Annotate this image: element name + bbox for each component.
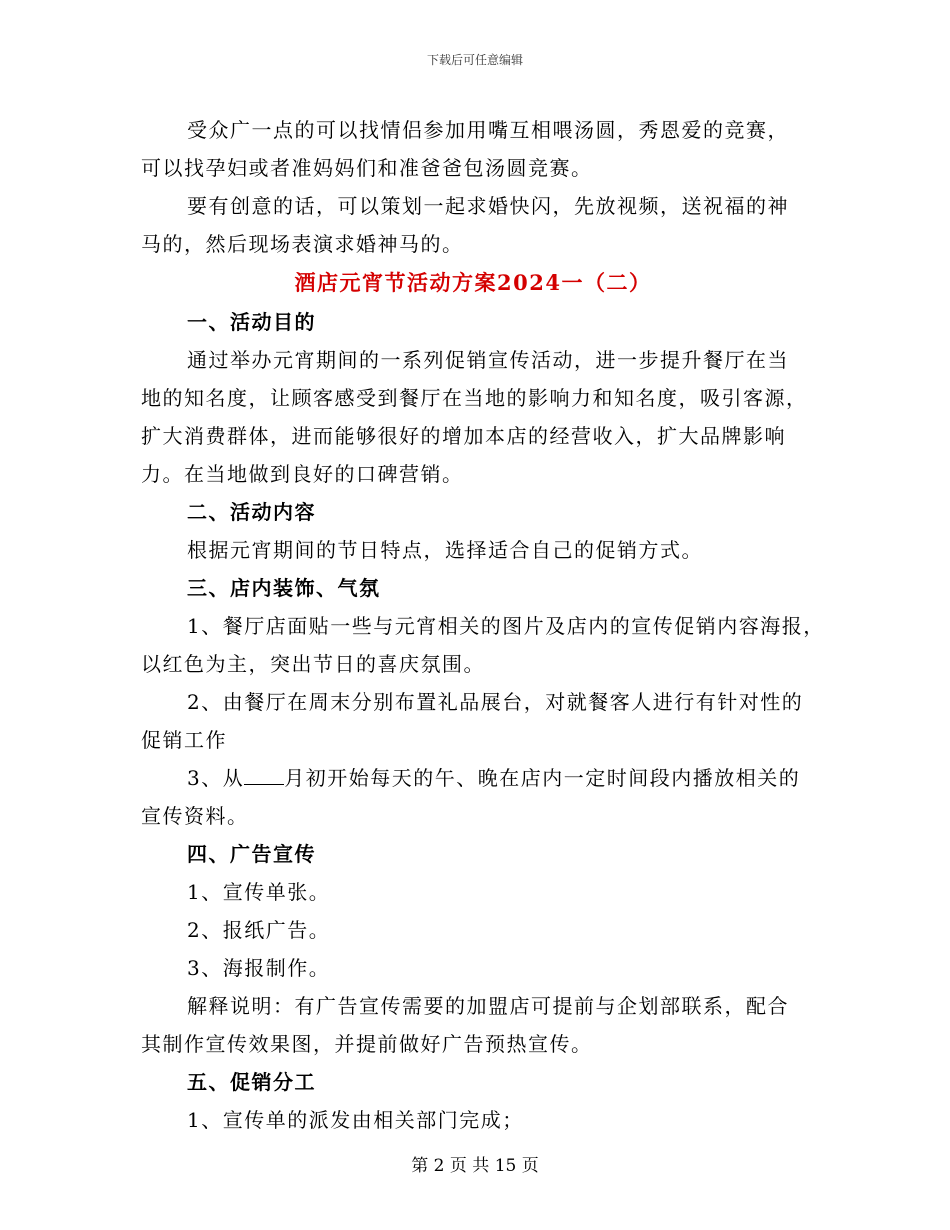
paragraph-line: 扩大消费群体，进而能够很好的增加本店的经营收入，扩大品牌影响 [141,424,786,448]
section-heading: 四、广告宣传 [187,842,316,866]
paragraph-line: 要有创意的话，可以策划一起求婚快闪，先放视频，送祝福的神 [187,194,789,218]
list-item-prefix: 3、从 [187,766,245,790]
section-heading: 二、活动内容 [187,500,316,524]
list-item-line [141,759,805,797]
document-title: 酒店元宵节活动方案2024一（二） [294,270,652,295]
section-heading: 一、活动目的 [187,310,316,334]
paragraph-line: 地的知名度，让顾客感受到餐厅在当地的影响力和知名度，吸引客源， [141,386,808,410]
paragraph-line: 通过举办元宵期间的一系列促销宣传活动，进一步提升餐厅在当 [187,348,789,372]
list-item-line: 以红色为主，突出节日的喜庆氛围。 [141,652,485,676]
list-item-line: 1、餐厅店面贴一些与元宵相关的图片及店内的宣传促销内容海报， [187,614,825,638]
section-heading: 五、促销分工 [187,1070,316,1094]
section-heading: 三、店内装饰、气氛 [187,576,381,600]
document-body [141,111,825,1139]
list-item: 1、宣传单的派发由相关部门完成； [187,1108,524,1132]
page-footer: 第 2 页 共 15 页 [411,1156,539,1176]
list-item: 3、海报制作。 [187,956,331,980]
list-item: 1、宣传单张。 [187,880,331,904]
list-item-line: 促销工作 [141,728,227,752]
paragraph-line: 马的，然后现场表演求婚神马的。 [141,232,464,256]
list-item-suffix: 月初开始每天的午、晚在店内一定时间段内播放相关的 [284,766,801,790]
fill-in-blank [244,766,284,785]
paragraph-line: 根据元宵期间的节日特点，选择适合自己的促销方式。 [187,538,703,562]
list-item-line: 2、由餐厅在周末分别布置礼品展台，对就餐客人进行有针对性的 [187,690,804,714]
paragraph-line: 可以找孕妇或者准妈妈们和准爸爸包汤圆竞赛。 [141,156,593,180]
paragraph-line: 其制作宣传效果图，并提前做好广告预热宣传。 [141,1032,593,1056]
paragraph-line: 受众广一点的可以找情侣参加用嘴互相喂汤圆，秀恩爱的竞赛， [187,118,789,142]
paragraph-line: 解释说明：有广告宣传需要的加盟店可提前与企划部联系，配合 [187,994,789,1018]
paragraph-line: 力。在当地做到良好的口碑营销。 [141,462,464,486]
list-item: 2、报纸广告。 [187,918,331,942]
page-header: 下载后可任意编辑 [426,53,523,67]
list-item-line: 宣传资料。 [141,804,249,828]
